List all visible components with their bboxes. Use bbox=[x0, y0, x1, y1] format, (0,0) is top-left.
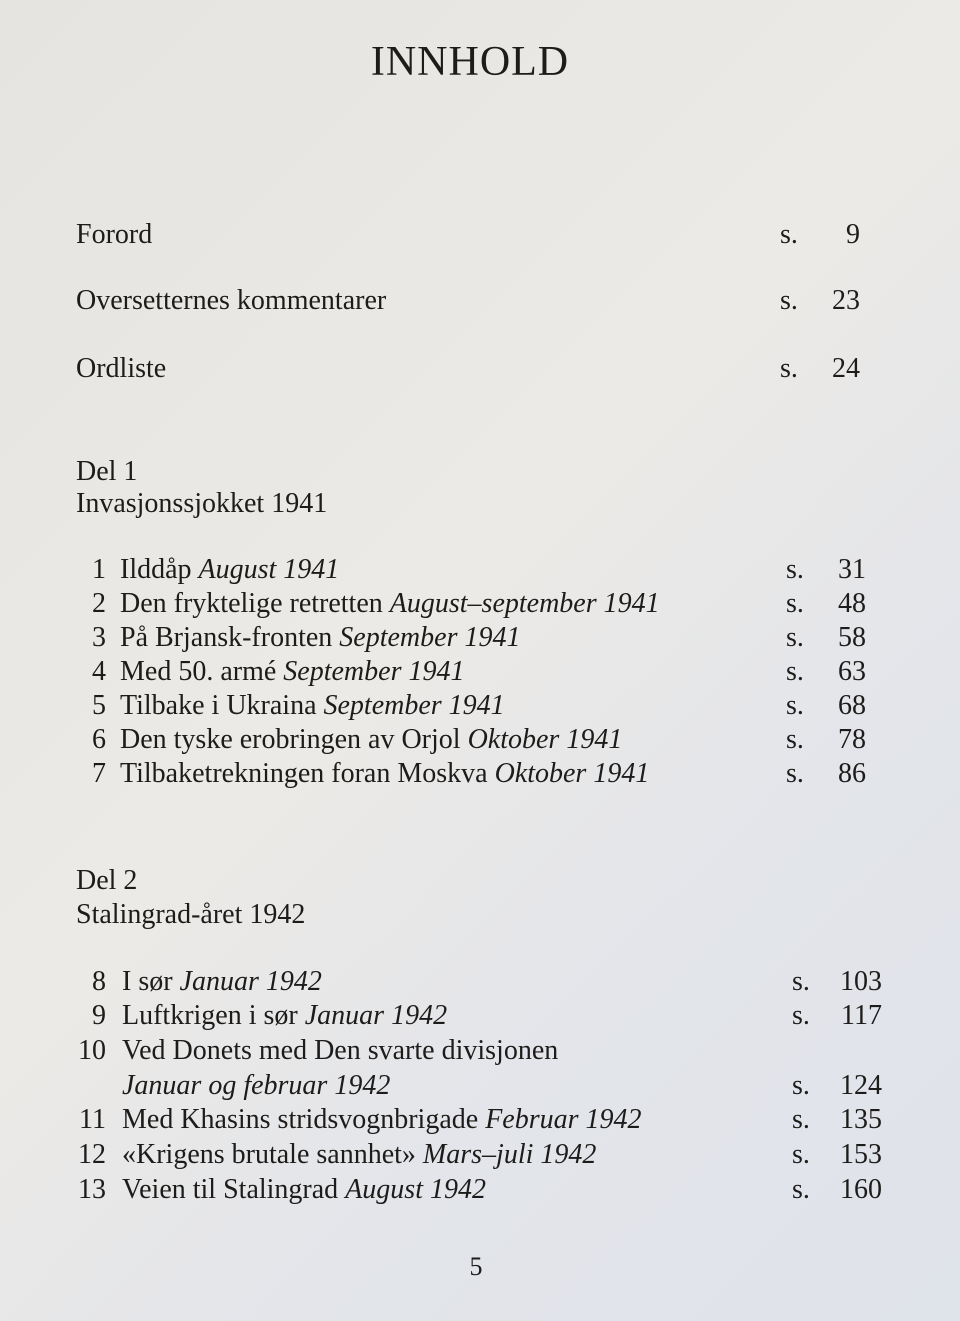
chapter-number: 10 bbox=[78, 1035, 106, 1066]
chapter-number: 4 bbox=[92, 656, 106, 687]
chapter-title: «Krigens brutale sannhet» Mars–juli 1942 bbox=[122, 1139, 597, 1170]
chapter-title: Tilbake i Ukraina September 1941 bbox=[120, 690, 505, 721]
chapter-number: 2 bbox=[92, 588, 106, 619]
toc-entry-page: s. 9 bbox=[780, 219, 860, 250]
page-number: 5 bbox=[469, 1252, 483, 1281]
chapter-title: Ilddåp August 1941 bbox=[120, 554, 340, 585]
chapter-title: Luftkrigen i sør Januar 1942 bbox=[122, 1000, 448, 1031]
chapter-title: Ved Donets med Den svarte divisjonen bbox=[122, 1035, 559, 1066]
chapter-date: September 1941 bbox=[323, 690, 505, 721]
toc-entry-page: s. 117 bbox=[792, 1000, 882, 1031]
chapter-date: August 1942 bbox=[345, 1174, 486, 1205]
chapter-date: September 1941 bbox=[339, 622, 521, 653]
chapter-date: Januar 1942 bbox=[179, 966, 322, 997]
toc-entry-page: s. 58 bbox=[786, 622, 866, 653]
toc-entry-page: s. 153 bbox=[792, 1139, 882, 1170]
toc-entry-page: s. 86 bbox=[786, 758, 866, 789]
toc-entry-label: Forord bbox=[76, 219, 153, 250]
chapter-number: 1 bbox=[92, 554, 106, 585]
chapter-date: Februar 1942 bbox=[485, 1104, 642, 1135]
chapter-date: Oktober 1941 bbox=[467, 724, 623, 755]
chapter-title: Veien til Stalingrad August 1942 bbox=[122, 1174, 486, 1205]
chapter-number: 12 bbox=[78, 1139, 106, 1170]
part-heading: Del 2 bbox=[76, 865, 138, 896]
chapter-number: 3 bbox=[92, 622, 106, 653]
chapter-title: Tilbaketrekningen foran Moskva Oktober 1941 bbox=[120, 758, 650, 789]
toc-entry-page: s. 63 bbox=[786, 656, 866, 687]
chapter-title: Den fryktelige retretten August–september 1941 bbox=[120, 588, 660, 619]
toc-entry-page: s. 124 bbox=[792, 1070, 882, 1101]
part-subtitle: Stalingrad-året 1942 bbox=[76, 899, 306, 930]
chapter-title: På Brjansk-fronten September 1941 bbox=[120, 622, 521, 653]
toc-entry-page: s. 78 bbox=[786, 724, 866, 755]
chapter-title: Med Khasins stridsvognbrigade Februar 1942 bbox=[122, 1104, 642, 1135]
part-heading: Del 1 bbox=[76, 456, 138, 487]
toc-entry-page: s. 23 bbox=[780, 285, 860, 316]
chapter-date: Januar og februar 1942 bbox=[122, 1070, 391, 1101]
part-subtitle: Invasjonssjokket 1941 bbox=[76, 488, 328, 519]
chapter-title: Den tyske erobringen av Orjol Oktober 1941 bbox=[120, 724, 623, 755]
chapter-number: 9 bbox=[92, 1000, 106, 1031]
chapter-date: Oktober 1941 bbox=[494, 758, 650, 789]
toc-entry-page: s. 48 bbox=[786, 588, 866, 619]
chapter-date: August 1941 bbox=[198, 554, 340, 585]
toc-entry-label: Oversetternes kommentarer bbox=[76, 285, 387, 316]
toc-entry-page: s. 68 bbox=[786, 690, 866, 721]
toc-entry-page: s. 135 bbox=[792, 1104, 882, 1135]
chapter-number: 5 bbox=[92, 690, 106, 721]
toc-entry-page: s. 103 bbox=[792, 966, 882, 997]
chapter-number: 13 bbox=[78, 1174, 106, 1205]
toc-entry-label: Ordliste bbox=[76, 353, 167, 384]
chapter-title: Med 50. armé September 1941 bbox=[120, 656, 465, 687]
toc-entry-page: s. 31 bbox=[786, 554, 866, 585]
toc-entry-page: s. 160 bbox=[792, 1174, 882, 1205]
chapter-date: August–september 1941 bbox=[389, 588, 660, 619]
chapter-date: Mars–juli 1942 bbox=[422, 1139, 597, 1170]
chapter-date: September 1941 bbox=[283, 656, 465, 687]
chapter-title: I sør Januar 1942 bbox=[122, 966, 322, 997]
chapter-number: 6 bbox=[92, 724, 106, 755]
chapter-number: 11 bbox=[79, 1104, 106, 1135]
toc-entry-page: s. 24 bbox=[780, 353, 860, 384]
page-title: INNHOLD bbox=[370, 39, 570, 85]
chapter-number: 8 bbox=[92, 966, 106, 997]
chapter-date: Januar 1942 bbox=[304, 1000, 448, 1031]
chapter-number: 7 bbox=[92, 758, 106, 789]
